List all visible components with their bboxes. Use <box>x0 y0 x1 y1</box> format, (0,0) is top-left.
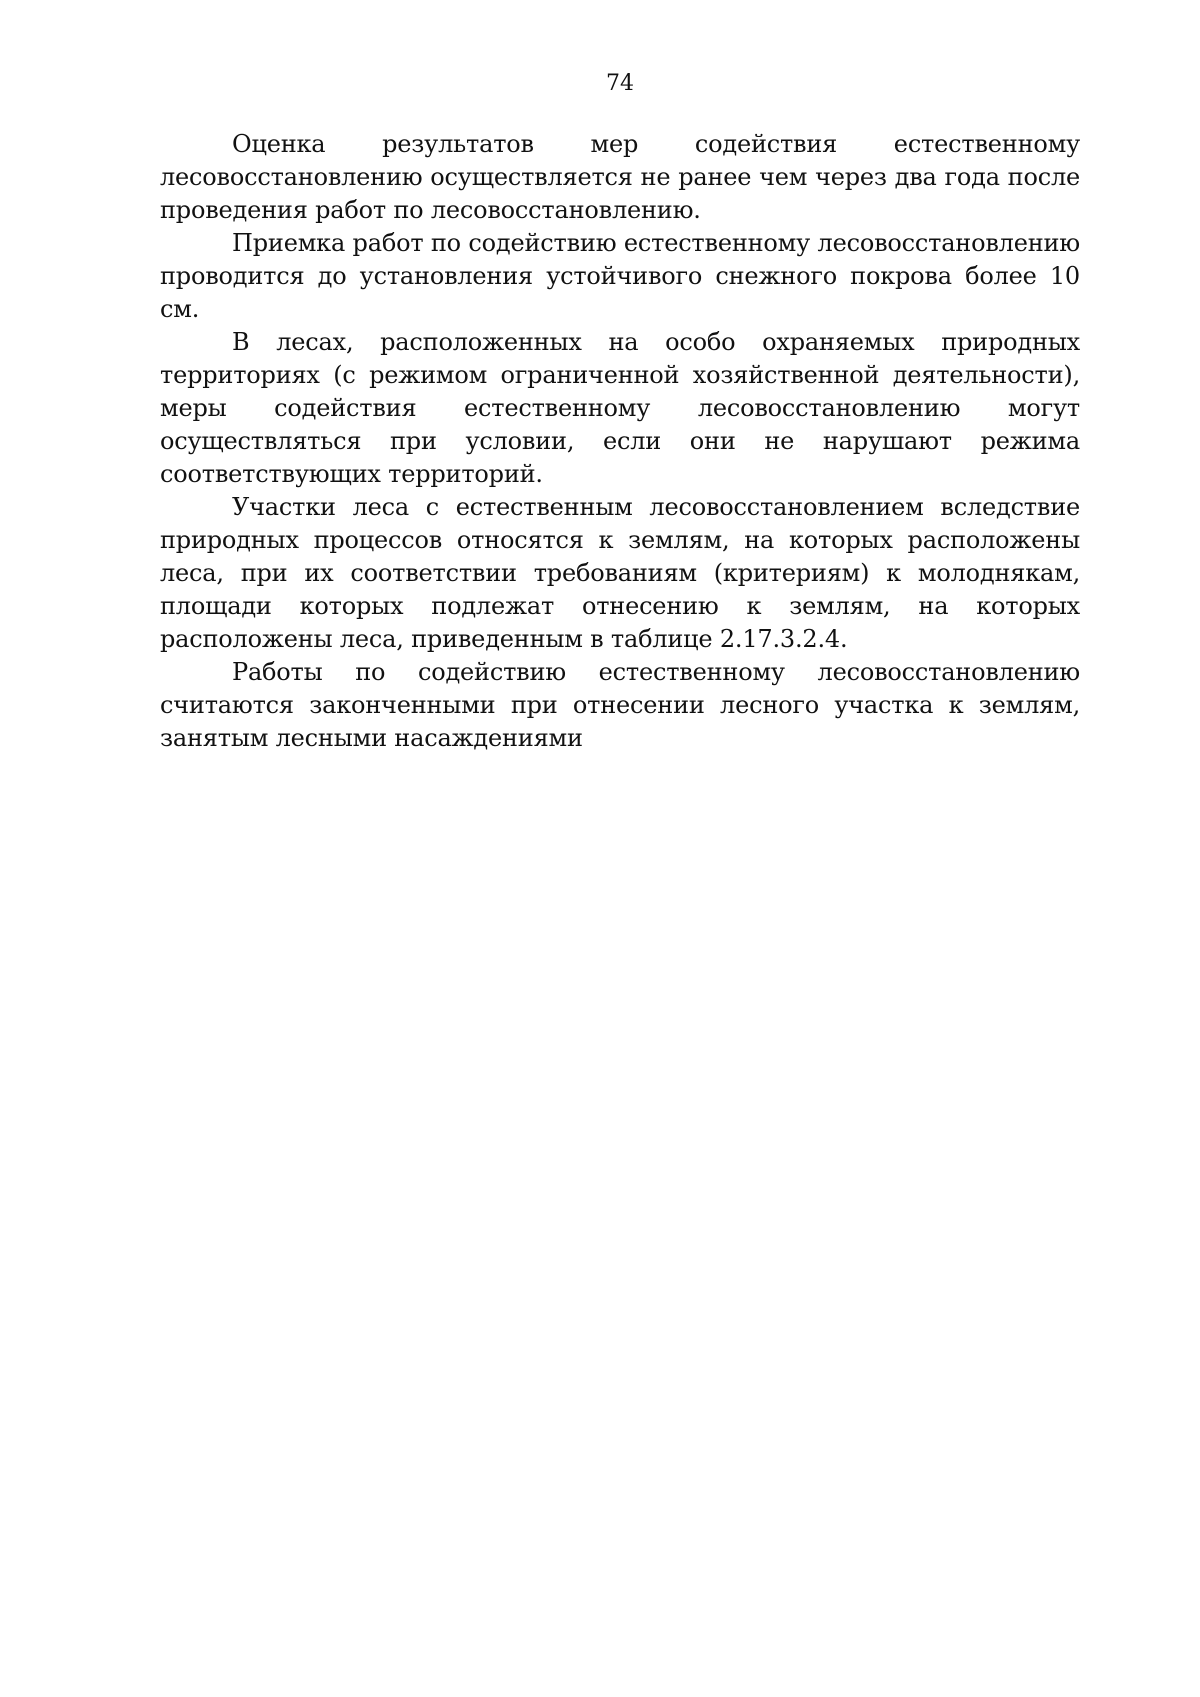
page-number: 74 <box>606 71 634 96</box>
paragraph-protected-areas: В лесах, расположенных на особо охраняемых природных территориях (с режимом ограниченной хозяйственной деятельности), меры содействия естественному лесовосстановлению могут осуществляться при условии, если они не нарушают режима соответствующих территорий. <box>160 328 1080 488</box>
paragraph-acceptance: Приемка работ по содействию естественному лесовосстановлению проводится до установления устойчивого снежного покрова более 10 см. <box>160 229 1080 323</box>
paragraph-completion: Работы по содействию естественному лесовосстановлению считаются законченными при отнесении лесного участка к землям, занятым лесными насаждениями <box>160 658 1080 752</box>
body-text <box>160 128 1080 755</box>
paragraph-assessment: Оценка результатов мер содействия естественному лесовосстановлению осуществляется не ранее чем через два года после проведения работ по лесовосстановлению. <box>160 130 1080 224</box>
paragraph-forest-plots: Участки леса с естественным лесовосстановлением вследствие природных процессов относятся к землям, на которых расположены леса, при их соответствии требованиям (критериям) к молоднякам, площади которых подлежат отнесению к землям, на которых расположены леса, приведенным в таблице 2.17.3.2.4. <box>160 493 1080 653</box>
